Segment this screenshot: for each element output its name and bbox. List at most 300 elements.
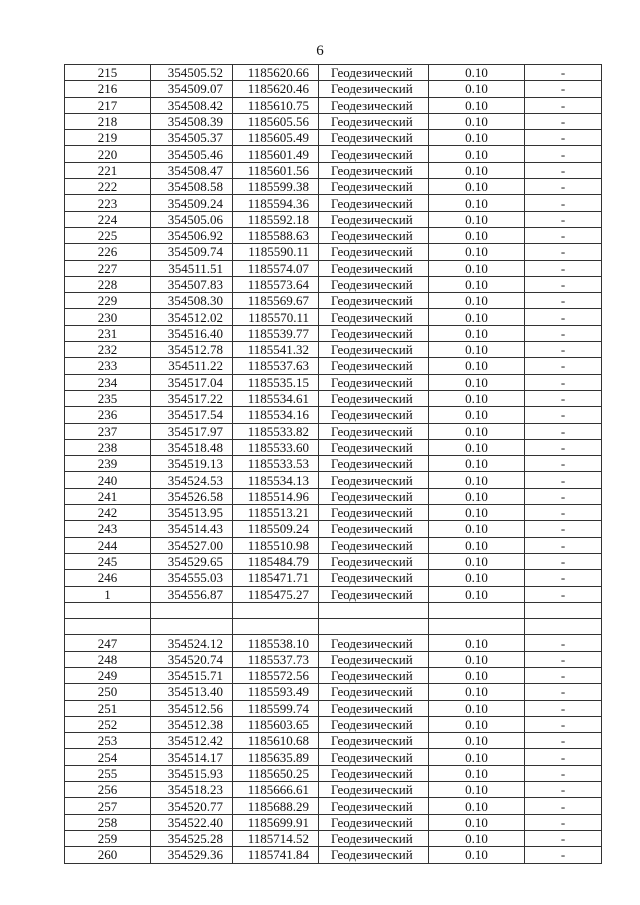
y-coordinate-cell: 1185484.79 [233,553,319,569]
method-cell: Геодезический [319,847,429,863]
method-cell: Геодезический [319,537,429,553]
table-row [65,684,602,700]
x-coordinate-cell: 354509.24 [151,195,233,211]
y-coordinate-cell: 1185514.96 [233,488,319,504]
method-cell: Геодезический [319,162,429,178]
x-coordinate-cell: 354507.83 [151,276,233,292]
method-cell: Геодезический [319,749,429,765]
accuracy-cell: 0.10 [429,65,525,81]
accuracy-cell: 0.10 [429,586,525,602]
table-row [65,798,602,814]
y-coordinate-cell: 1185601.56 [233,162,319,178]
table-row [65,423,602,439]
description-cell: - [525,586,602,602]
y-coordinate-cell: 1185594.36 [233,195,319,211]
method-cell [319,619,429,635]
y-coordinate-cell: 1185535.15 [233,374,319,390]
method-cell: Геодезический [319,814,429,830]
method-cell: Геодезический [319,390,429,406]
table-row [65,374,602,390]
table-row [65,407,602,423]
description-cell: - [525,211,602,227]
accuracy-cell: 0.10 [429,358,525,374]
y-coordinate-cell: 1185635.89 [233,749,319,765]
y-coordinate-cell: 1185537.73 [233,651,319,667]
accuracy-cell: 0.10 [429,97,525,113]
point-number-cell: 249 [65,667,151,683]
x-coordinate-cell: 354505.06 [151,211,233,227]
point-number-cell: 260 [65,847,151,863]
table-row [65,113,602,129]
accuracy-cell: 0.10 [429,635,525,651]
x-coordinate-cell: 354518.23 [151,782,233,798]
accuracy-cell: 0.10 [429,749,525,765]
point-number-cell: 216 [65,81,151,97]
point-number-cell: 243 [65,521,151,537]
accuracy-cell: 0.10 [429,456,525,472]
table-row [65,733,602,749]
page-number: 6 [316,43,324,59]
x-coordinate-cell: 354515.93 [151,765,233,781]
y-coordinate-cell: 1185574.07 [233,260,319,276]
x-coordinate-cell: 354517.97 [151,423,233,439]
y-coordinate-cell: 1185533.60 [233,439,319,455]
description-cell: - [525,162,602,178]
x-coordinate-cell: 354522.40 [151,814,233,830]
table-row [65,390,602,406]
method-cell: Геодезический [319,472,429,488]
table-row [65,325,602,341]
x-coordinate-cell: 354517.22 [151,390,233,406]
table-row [65,81,602,97]
point-number-cell: 246 [65,570,151,586]
x-coordinate-cell: 354514.43 [151,521,233,537]
y-coordinate-cell: 1185699.91 [233,814,319,830]
description-cell: - [525,700,602,716]
accuracy-cell: 0.10 [429,211,525,227]
description-cell: - [525,342,602,358]
description-cell: - [525,749,602,765]
table-row [65,195,602,211]
accuracy-cell: 0.10 [429,651,525,667]
table-row [65,358,602,374]
accuracy-cell: 0.10 [429,798,525,814]
description-cell: - [525,553,602,569]
method-cell: Геодезический [319,374,429,390]
y-coordinate-cell: 1185570.11 [233,309,319,325]
point-number-cell: 230 [65,309,151,325]
y-coordinate-cell: 1185541.32 [233,342,319,358]
accuracy-cell: 0.10 [429,765,525,781]
method-cell: Геодезический [319,65,429,81]
point-number-cell: 235 [65,390,151,406]
accuracy-cell: 0.10 [429,374,525,390]
x-coordinate-cell: 354514.17 [151,749,233,765]
accuracy-cell: 0.10 [429,684,525,700]
description-cell: - [525,488,602,504]
point-number-cell: 256 [65,782,151,798]
description-cell: - [525,570,602,586]
point-number-cell: 257 [65,798,151,814]
y-coordinate-cell: 1185741.84 [233,847,319,863]
description-cell: - [525,113,602,129]
description-cell: - [525,472,602,488]
x-coordinate-cell: 354508.42 [151,97,233,113]
y-coordinate-cell: 1185610.68 [233,733,319,749]
table-row [65,456,602,472]
point-number-cell: 247 [65,635,151,651]
point-number-cell: 221 [65,162,151,178]
description-cell: - [525,423,602,439]
y-coordinate-cell: 1185533.53 [233,456,319,472]
accuracy-cell: 0.10 [429,439,525,455]
coordinates-table-body [65,65,602,864]
point-number-cell: 228 [65,276,151,292]
method-cell: Геодезический [319,211,429,227]
point-number-cell: 215 [65,65,151,81]
point-number-cell: 220 [65,146,151,162]
point-number-cell: 237 [65,423,151,439]
method-cell: Геодезический [319,276,429,292]
accuracy-cell: 0.10 [429,505,525,521]
table-row [65,521,602,537]
description-cell: - [525,325,602,341]
x-coordinate-cell [151,619,233,635]
point-number-cell: 252 [65,716,151,732]
table-row [65,537,602,553]
x-coordinate-cell: 354527.00 [151,537,233,553]
x-coordinate-cell: 354512.42 [151,733,233,749]
table-row [65,146,602,162]
description-cell: - [525,179,602,195]
accuracy-cell: 0.10 [429,244,525,260]
description-cell [525,602,602,618]
method-cell: Геодезический [319,765,429,781]
y-coordinate-cell: 1185533.82 [233,423,319,439]
point-number-cell: 1 [65,586,151,602]
method-cell: Геодезический [319,81,429,97]
point-number-cell: 245 [65,553,151,569]
point-number-cell: 242 [65,505,151,521]
method-cell: Геодезический [319,358,429,374]
accuracy-cell [429,602,525,618]
y-coordinate-cell: 1185590.11 [233,244,319,260]
y-coordinate-cell: 1185513.21 [233,505,319,521]
method-cell: Геодезический [319,227,429,243]
point-number-cell: 232 [65,342,151,358]
y-coordinate-cell [233,619,319,635]
point-number-cell: 258 [65,814,151,830]
y-coordinate-cell: 1185599.38 [233,179,319,195]
description-cell: - [525,130,602,146]
table-row [65,211,602,227]
method-cell [319,602,429,618]
table-row [65,651,602,667]
method-cell: Геодезический [319,325,429,341]
y-coordinate-cell: 1185572.56 [233,667,319,683]
table-row [65,700,602,716]
description-cell: - [525,765,602,781]
point-number-cell: 226 [65,244,151,260]
method-cell: Геодезический [319,244,429,260]
method-cell: Геодезический [319,293,429,309]
point-number-cell: 218 [65,113,151,129]
accuracy-cell: 0.10 [429,488,525,504]
x-coordinate-cell: 354509.07 [151,81,233,97]
y-coordinate-cell: 1185610.75 [233,97,319,113]
method-cell: Геодезический [319,97,429,113]
table-row [65,65,602,81]
x-coordinate-cell [151,602,233,618]
x-coordinate-cell: 354519.13 [151,456,233,472]
x-coordinate-cell: 354511.51 [151,260,233,276]
y-coordinate-cell: 1185539.77 [233,325,319,341]
point-number-cell: 240 [65,472,151,488]
y-coordinate-cell: 1185620.46 [233,81,319,97]
method-cell: Геодезический [319,782,429,798]
point-number-cell [65,619,151,635]
accuracy-cell: 0.10 [429,423,525,439]
x-coordinate-cell: 354555.03 [151,570,233,586]
table-row-empty [65,619,602,635]
description-cell: - [525,782,602,798]
table-row-empty [65,602,602,618]
y-coordinate-cell: 1185534.16 [233,407,319,423]
table-row [65,179,602,195]
description-cell: - [525,146,602,162]
accuracy-cell: 0.10 [429,325,525,341]
method-cell: Геодезический [319,309,429,325]
accuracy-cell: 0.10 [429,227,525,243]
description-cell: - [525,635,602,651]
accuracy-cell: 0.10 [429,130,525,146]
x-coordinate-cell: 354512.02 [151,309,233,325]
method-cell: Геодезический [319,407,429,423]
table-row [65,814,602,830]
point-number-cell: 229 [65,293,151,309]
description-cell [525,619,602,635]
x-coordinate-cell: 354524.12 [151,635,233,651]
x-coordinate-cell: 354512.56 [151,700,233,716]
accuracy-cell: 0.10 [429,146,525,162]
table-row [65,276,602,292]
method-cell: Геодезический [319,716,429,732]
description-cell: - [525,667,602,683]
description-cell: - [525,814,602,830]
table-row [65,97,602,113]
description-cell: - [525,227,602,243]
x-coordinate-cell: 354524.53 [151,472,233,488]
point-number-cell: 233 [65,358,151,374]
point-number-cell: 253 [65,733,151,749]
table-row [65,635,602,651]
x-coordinate-cell: 354508.39 [151,113,233,129]
accuracy-cell: 0.10 [429,276,525,292]
y-coordinate-cell: 1185620.66 [233,65,319,81]
y-coordinate-cell: 1185475.27 [233,586,319,602]
description-cell: - [525,260,602,276]
method-cell: Геодезический [319,570,429,586]
accuracy-cell: 0.10 [429,162,525,178]
x-coordinate-cell: 354509.74 [151,244,233,260]
y-coordinate-cell: 1185537.63 [233,358,319,374]
accuracy-cell: 0.10 [429,570,525,586]
accuracy-cell: 0.10 [429,782,525,798]
accuracy-cell: 0.10 [429,179,525,195]
x-coordinate-cell: 354505.52 [151,65,233,81]
table-row [65,439,602,455]
method-cell: Геодезический [319,830,429,846]
point-number-cell: 239 [65,456,151,472]
table-row [65,472,602,488]
y-coordinate-cell: 1185509.24 [233,521,319,537]
x-coordinate-cell: 354508.58 [151,179,233,195]
table-row [65,586,602,602]
x-coordinate-cell: 354505.37 [151,130,233,146]
point-number-cell: 241 [65,488,151,504]
table-row [65,227,602,243]
accuracy-cell: 0.10 [429,830,525,846]
x-coordinate-cell: 354511.22 [151,358,233,374]
description-cell: - [525,537,602,553]
point-number-cell: 225 [65,227,151,243]
point-number-cell: 248 [65,651,151,667]
table-row [65,570,602,586]
description-cell: - [525,847,602,863]
method-cell: Геодезический [319,456,429,472]
x-coordinate-cell: 354513.95 [151,505,233,521]
coordinates-table [64,64,602,864]
accuracy-cell: 0.10 [429,81,525,97]
method-cell: Геодезический [319,423,429,439]
x-coordinate-cell: 354520.77 [151,798,233,814]
y-coordinate-cell: 1185538.10 [233,635,319,651]
accuracy-cell: 0.10 [429,260,525,276]
table-row [65,782,602,798]
point-number-cell: 222 [65,179,151,195]
description-cell: - [525,439,602,455]
y-coordinate-cell: 1185573.64 [233,276,319,292]
y-coordinate-cell: 1185588.63 [233,227,319,243]
table-row [65,162,602,178]
method-cell: Геодезический [319,667,429,683]
accuracy-cell: 0.10 [429,390,525,406]
description-cell: - [525,374,602,390]
point-number-cell: 224 [65,211,151,227]
description-cell: - [525,684,602,700]
point-number-cell: 223 [65,195,151,211]
description-cell: - [525,293,602,309]
point-number-cell: 231 [65,325,151,341]
method-cell: Геодезический [319,342,429,358]
description-cell: - [525,716,602,732]
accuracy-cell: 0.10 [429,472,525,488]
accuracy-cell: 0.10 [429,716,525,732]
y-coordinate-cell: 1185714.52 [233,830,319,846]
method-cell: Геодезический [319,586,429,602]
method-cell: Геодезический [319,521,429,537]
description-cell: - [525,521,602,537]
table-row [65,749,602,765]
description-cell: - [525,798,602,814]
table-row [65,716,602,732]
accuracy-cell: 0.10 [429,195,525,211]
method-cell: Геодезический [319,130,429,146]
accuracy-cell: 0.10 [429,814,525,830]
x-coordinate-cell: 354556.87 [151,586,233,602]
y-coordinate-cell: 1185471.71 [233,570,319,586]
method-cell: Геодезический [319,113,429,129]
x-coordinate-cell: 354516.40 [151,325,233,341]
point-number-cell: 251 [65,700,151,716]
x-coordinate-cell: 354529.36 [151,847,233,863]
accuracy-cell: 0.10 [429,113,525,129]
y-coordinate-cell: 1185592.18 [233,211,319,227]
method-cell: Геодезический [319,439,429,455]
accuracy-cell: 0.10 [429,553,525,569]
method-cell: Геодезический [319,684,429,700]
table-row [65,244,602,260]
method-cell: Геодезический [319,146,429,162]
x-coordinate-cell: 354520.74 [151,651,233,667]
description-cell: - [525,505,602,521]
x-coordinate-cell: 354529.65 [151,553,233,569]
y-coordinate-cell: 1185569.67 [233,293,319,309]
point-number-cell: 227 [65,260,151,276]
table-row [65,847,602,863]
description-cell: - [525,390,602,406]
x-coordinate-cell: 354526.58 [151,488,233,504]
x-coordinate-cell: 354517.04 [151,374,233,390]
accuracy-cell: 0.10 [429,700,525,716]
y-coordinate-cell: 1185534.13 [233,472,319,488]
y-coordinate-cell: 1185605.56 [233,113,319,129]
accuracy-cell: 0.10 [429,309,525,325]
x-coordinate-cell: 354508.30 [151,293,233,309]
description-cell: - [525,733,602,749]
y-coordinate-cell: 1185603.65 [233,716,319,732]
point-number-cell: 234 [65,374,151,390]
y-coordinate-cell: 1185666.61 [233,782,319,798]
table-row [65,293,602,309]
x-coordinate-cell: 354513.40 [151,684,233,700]
accuracy-cell: 0.10 [429,667,525,683]
point-number-cell: 219 [65,130,151,146]
table-row [65,488,602,504]
description-cell: - [525,309,602,325]
point-number-cell: 217 [65,97,151,113]
x-coordinate-cell: 354512.38 [151,716,233,732]
description-cell: - [525,358,602,374]
description-cell: - [525,81,602,97]
method-cell: Геодезический [319,635,429,651]
table-row [65,342,602,358]
table-row [65,830,602,846]
x-coordinate-cell: 354525.28 [151,830,233,846]
point-number-cell: 236 [65,407,151,423]
description-cell: - [525,276,602,292]
accuracy-cell: 0.10 [429,537,525,553]
accuracy-cell: 0.10 [429,342,525,358]
y-coordinate-cell: 1185688.29 [233,798,319,814]
description-cell: - [525,195,602,211]
x-coordinate-cell: 354518.48 [151,439,233,455]
point-number-cell: 244 [65,537,151,553]
description-cell: - [525,65,602,81]
x-coordinate-cell: 354505.46 [151,146,233,162]
table-row [65,505,602,521]
x-coordinate-cell: 354512.78 [151,342,233,358]
